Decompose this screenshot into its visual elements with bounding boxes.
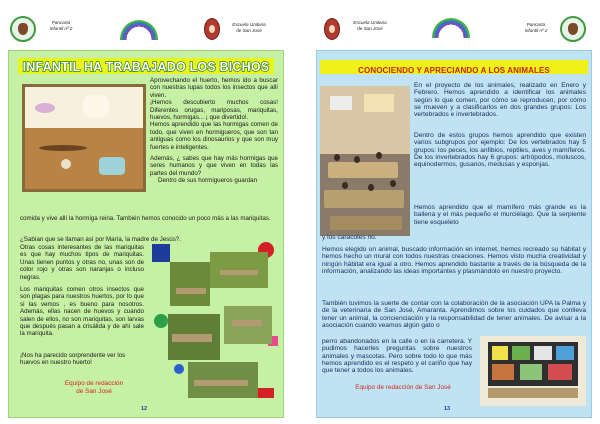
text-block-mid2: Otras cosas interesantes de las mariquitas es que hay muchos tipos de mariquitas. Unas tienen puntos y otras no, unas son de color rojo y otras son naranjas o incluso negras. <box>20 244 144 281</box>
pancarta-label: Pancarta Infantil nº 2 <box>49 20 73 31</box>
insect-board-photo <box>22 84 146 192</box>
paragraph: Aprovechando el huerto, hemos ido a buscar con nuestras lupas todos los insectos que allí viven. <box>150 77 278 99</box>
page-header-right <box>316 6 592 54</box>
paragraph: Dentro de sus hormigueros guardan <box>158 177 258 185</box>
text-block-1: En el proyecto de los animales, realizado en Enero y Febrero. Hemos aprendido a identificar los animales según lo que comen, por cómo se reproducen, por cómo se mueven y a clasificarlos en dos grandes grupos: Los vertebrados e invertebrados. <box>414 82 586 119</box>
text-block-wide: comida y vive allí la hormiga reina. También hemos conocido un poco más a las mariquitas. <box>20 215 271 222</box>
garden-photo-3 <box>168 314 220 360</box>
text-block-3b: y los caracoles no. <box>322 234 377 241</box>
text-block-5b: perro abandonados en la calle o en la carretera. Y pudimos hacerles preguntas sobre nuestros animales y mascotas. Pero sobre todo lo que más hemos aprendido es el respeto y el cariño que hay que tener a todos los animales. <box>322 338 472 375</box>
page-left <box>8 6 284 418</box>
mural-photo <box>480 336 586 406</box>
page-title-left <box>18 58 274 74</box>
text-block-2: Dentro de estos grupos hemos aprendido que existen varios subgrupos por ejemplo: De los vertebrados hay 5 grupos: los peces, los anfibios, reptiles, aves y mamíferos. De los invertebrados hay 6 grupos: artrópodos, moluscos, equinodermos, gusanos, medusas y esponjas. <box>414 132 586 169</box>
garden-photo-2 <box>210 252 268 288</box>
rainbow-icon <box>120 20 158 40</box>
garden-photo-1 <box>170 262 210 306</box>
page-number-right: 13 <box>444 406 451 412</box>
pancarta-label: Pancarta Infantil nº 2 <box>524 22 548 33</box>
paragraph: ¡Hemos descubierto muchos cosas! Diferentes orugas, mariposas, mariquitas, huevos, hormigas... ¡ que divertido!. <box>150 99 278 122</box>
text-block-5: También tuvimos la suerte de contar con la colaboración de la asociación UPA la Palma y de la veterinaria de San José, Amaranta. Aprendimos sobre los cuidados que conlleva tener un animal, la concienciación y la responsabilidad de tener animales. De avisar a la asociación cuando veamos algún gato o <box>322 300 586 329</box>
garden-photo-4 <box>224 306 272 344</box>
text-block-4: Hemos elegido un animal, buscado información en internet, hemos recreado su hábitat y hemos hecho un mural con todos nuestras creaciones. Hemos visto mucha creatividad y ningún hábitat era igual a otro. Hemos aprendido bastante a través de la búsqueda de la información, analizando las ideas importantes y plasmándolo en nuestro proyecto. <box>322 246 586 275</box>
escuela-label: Escuela Unitaria de San José <box>232 22 266 33</box>
text-block-mid: ¿Sabían que se llaman así por María, la madre de Jesús?. <box>20 236 181 243</box>
page-header-left <box>8 6 284 54</box>
page-number-left: 12 <box>141 406 148 412</box>
text-block-top <box>150 77 278 185</box>
school-crest-icon <box>204 18 220 40</box>
page-title-text: CONOCIENDO Y APRECIANDO A LOS ANIMALES <box>358 66 550 75</box>
escuela-label: Escuela Unitaria de San José <box>353 20 387 31</box>
garden-photo-collage <box>148 240 280 410</box>
page-right <box>316 6 592 418</box>
text-block-low: Los mariquitas comen otros insectos que son plagas para nuestros huertos, por lo que si las vemos , es bueno para nosotros. Además, ellas nacen de huevos y cuando salen de ellos, no son mariquitas, son larvas que después pasan a crisálida y de ahí sale la mariquita. <box>20 286 144 338</box>
school-logo-icon <box>10 16 36 42</box>
editorial-signature-left: Equipo de redacción de San José <box>64 380 124 395</box>
page-title-text: INFANTIL HA TRABAJADO LOS BICHOS <box>22 60 270 74</box>
paragraph: Hemos aprendido que las hormigas comen de todo, que viven en hormigueros, que son tan antiguas como los dinosaurios y que son muy fuertes e inteligentes. <box>150 121 278 151</box>
school-logo-icon <box>560 16 586 42</box>
text-block-end: ¡Nos ha parecido sorprendente ver los huevos en nuestro huerto! <box>20 352 126 367</box>
editorial-signature-right: Equipo de redacción de San José <box>355 384 451 391</box>
classroom-photo <box>320 86 410 236</box>
text-block-3: Hemos aprendido que el mamífero más grande es la ballena y el más pequeño el murciélago. Que la serpiente tiene esqueleto <box>414 204 586 226</box>
school-crest-icon <box>324 18 340 40</box>
garden-photo-5 <box>188 362 258 398</box>
page-title-right <box>320 60 588 74</box>
rainbow-icon <box>432 18 470 38</box>
paragraph: Además, ¿ sabes que hay más hormigas que seres humanos y que viven en todas las partes del mundo? <box>150 155 278 177</box>
